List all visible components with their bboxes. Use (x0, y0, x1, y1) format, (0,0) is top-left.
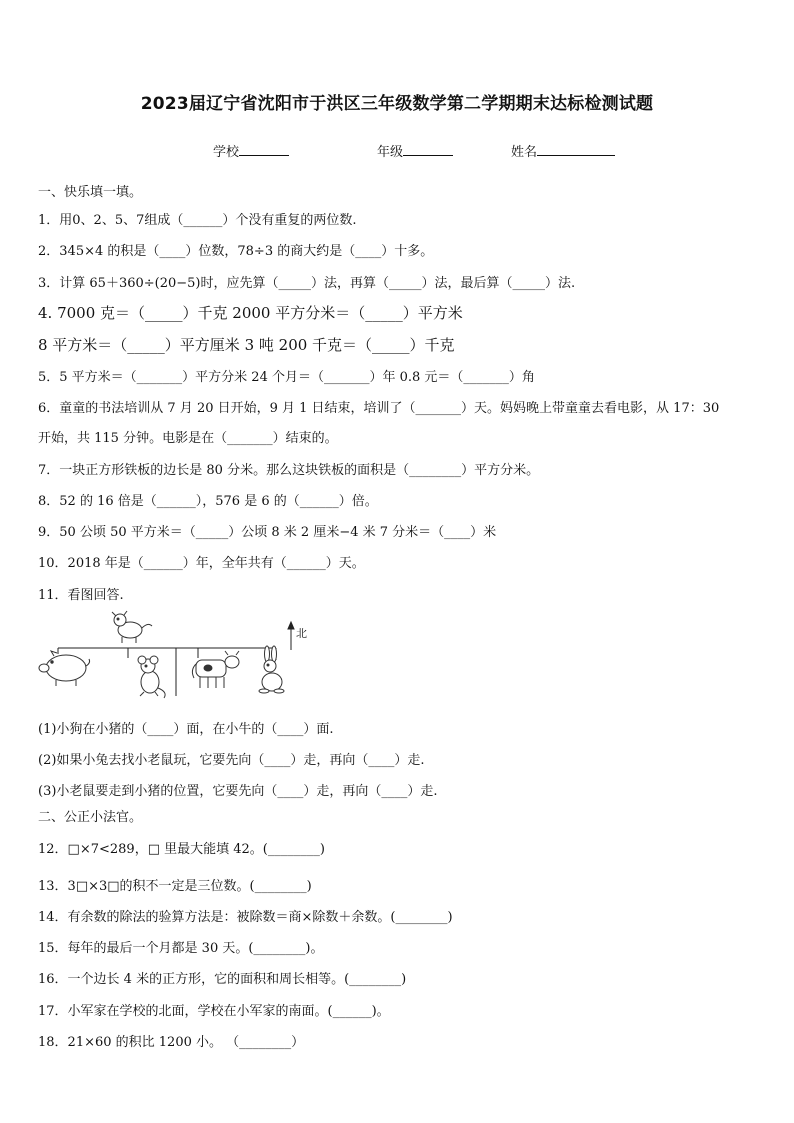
grade-label: 年级 (377, 145, 404, 160)
school-label: 学校 (213, 145, 240, 160)
question-16: 16．一个边长 4 米的正方形，它的面积和周长相等。(________) (38, 972, 407, 987)
question-13: 13．3□×3□的积不一定是三位数。(________) (38, 879, 312, 894)
question-11-1: (1)小狗在小猪的（____）面，在小牛的（____）面. (38, 722, 334, 737)
question-11: 11．看图回答. (38, 588, 124, 603)
name-label: 姓名 (511, 145, 538, 160)
question-7: 7．一块正方形铁板的边长是 80 分米。那么这块铁板的面积是（________）平方分米。 (38, 463, 540, 478)
section-heading-2: 二、公正小法官。 (38, 810, 143, 825)
question-3: 3．计算 65＋360÷(20−5)时，应先算（_____）法，再算（_____）法，最后算（_____）法. (38, 276, 576, 291)
question-6-line-2: 开始，共 115 分钟。电影是在（_______）结束的。 (38, 431, 338, 446)
name-blank[interactable] (537, 143, 615, 156)
question-15: 15．每年的最后一个月都是 30 天。(________)。 (38, 941, 324, 956)
name-field[interactable] (511, 141, 615, 160)
section-heading-1: 一、快乐填一填。 (38, 185, 143, 200)
question-2: 2．345×4 的积是（____）位数，78÷3 的商大约是（____）十多。 (38, 244, 434, 259)
mouse-icon (138, 656, 165, 698)
question-11-2: (2)如果小兔去找小老鼠玩，它要先向（____）走，再向（____）走. (38, 753, 425, 768)
north-arrow-icon (288, 622, 294, 650)
cow-icon (192, 651, 239, 688)
school-blank[interactable] (239, 143, 289, 156)
question-8: 8．52 的 16 倍是（______），576 是 6 的（______）倍。 (38, 494, 378, 509)
dog-icon (112, 611, 152, 643)
question-4-line-2: 8 平方米＝（_____）平方厘米 3 吨 200 千克＝（_____）千克 (38, 336, 455, 354)
school-field[interactable] (213, 141, 289, 160)
question-12: 12．□×7<289，□ 里最大能填 42。(________) (38, 842, 325, 857)
grade-field[interactable] (377, 141, 453, 160)
north-label: 北 (296, 627, 307, 640)
grade-blank[interactable] (403, 143, 453, 156)
question-1: 1．用0、2、5、7组成（______）个没有重复的两位数. (38, 213, 357, 228)
question-17: 17．小军家在学校的北面，学校在小军家的南面。(______)。 (38, 1004, 390, 1019)
question-10: 10．2018 年是（______）年，全年共有（______）天。 (38, 556, 365, 571)
question-5: 5．5 平方米＝（_______）平方分米 24 个月＝（_______）年 0.8 元＝（_______）角 (38, 370, 535, 385)
rabbit-icon (259, 646, 284, 693)
page-title: 2023届辽宁省沈阳市于洪区三年级数学第二学期期末达标检测试题 (140, 94, 654, 114)
question-9: 9．50 公顷 50 平方米＝（_____）公顷 8 米 2 厘米−4 米 7 分米＝（____）米 (38, 525, 497, 540)
direction-figure (36, 610, 326, 700)
question-6-line-1: 6．童童的书法培训从 7 月 20 日开始，9 月 1 日结束，培训了（_______）天。妈妈晚上带童童去看电影，从 17：30 (38, 401, 720, 416)
question-18: 18．21×60 的积比 1200 小。 （________） (38, 1035, 305, 1050)
pig-icon (39, 651, 90, 686)
question-11-3: (3)小老鼠要走到小猪的位置，它要先向（____）走，再向（____）走. (38, 784, 438, 799)
question-14: 14．有余数的除法的验算方法是：被除数＝商×除数＋余数。(________) (38, 910, 453, 925)
question-4-line-1: 4. 7000 克＝（_____）千克 2000 平方分米＝（_____）平方米 (38, 304, 463, 322)
